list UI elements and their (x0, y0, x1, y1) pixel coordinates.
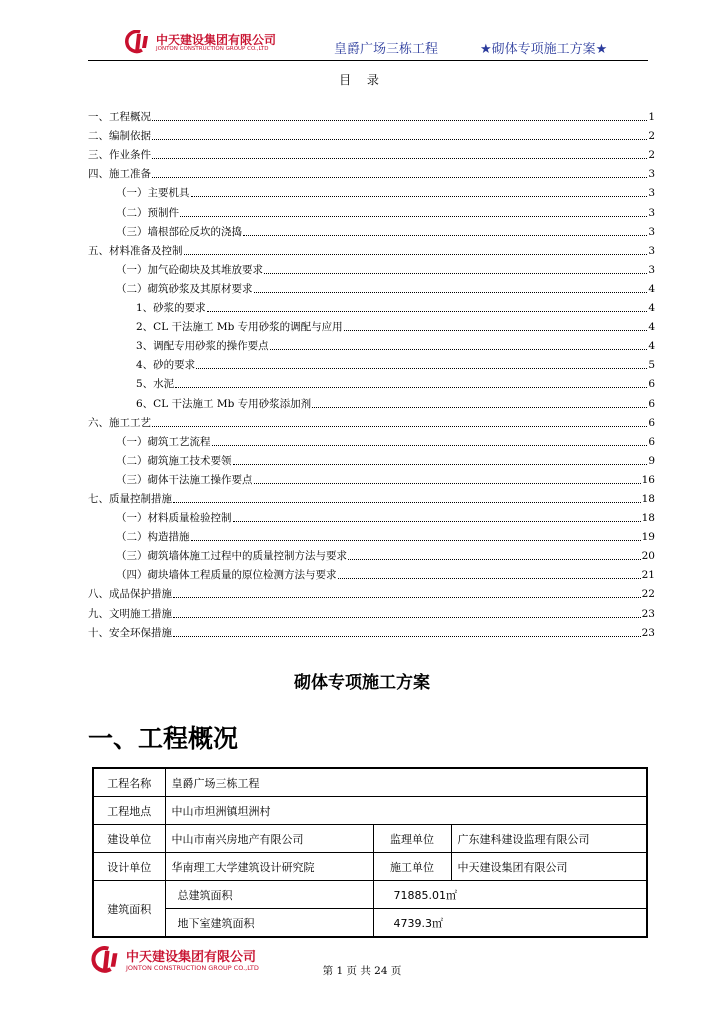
project-name-label: 工程名称 (93, 768, 165, 797)
toc-leader-dots (254, 292, 648, 293)
toc-item[interactable] (88, 448, 655, 467)
toc-leader-dots (196, 368, 647, 369)
toc-item[interactable] (88, 123, 655, 142)
table-row (93, 881, 647, 909)
toc-item-text: （三）砌筑墙体施工过程中的质量控制方法与要求 (116, 550, 347, 563)
section-title: 一、工程概况 (88, 724, 239, 753)
toc-item-text: （二）砌筑砂浆及其原材要求 (116, 282, 253, 295)
toc-item-page: 6 (648, 435, 655, 448)
contractor-label: 施工单位 (373, 853, 451, 881)
page-number: 第 1 页 共 24 页 (322, 965, 402, 977)
designer-value: 华南理工大学建筑设计研究院 (165, 853, 373, 881)
toc-item-text: 四、施工准备 (88, 168, 151, 181)
toc-item-text: （二）构造措施 (116, 531, 190, 544)
toc-item-page: 4 (648, 340, 655, 353)
toc-item[interactable] (88, 543, 655, 562)
toc-leader-dots (312, 407, 647, 408)
toc-item-text: （一）材料质量检验控制 (116, 512, 232, 525)
toc-item[interactable] (88, 276, 655, 295)
toc-leader-dots (264, 273, 647, 274)
company-logo-icon (122, 30, 152, 54)
toc-item-page: 1 (648, 111, 655, 124)
toc-leader-dots (254, 483, 641, 484)
toc-leader-dots (233, 464, 648, 465)
toc-item[interactable] (88, 199, 655, 218)
project-name-value: 皇爵广场三栋工程 (165, 768, 647, 797)
toc-item-page: 23 (641, 607, 655, 620)
builder-label: 建设单位 (93, 825, 165, 853)
toc-item-page: 3 (648, 263, 655, 276)
toc-item-text: 一、工程概况 (88, 111, 151, 124)
toc-item-text: 3、调配专用砂浆的操作要点 (136, 340, 269, 353)
header-project-name: 皇爵广场三栋工程 (334, 42, 439, 57)
toc-item[interactable] (88, 410, 655, 429)
toc-leader-dots (184, 254, 648, 255)
toc-title: 目 录 (339, 73, 385, 87)
toc-item-text: 八、成品保护措施 (88, 588, 172, 601)
toc-item-text: 6、CL 干法施工 Mb 专用砂浆添加剂 (136, 397, 312, 410)
toc-item-text: （一）主要机具 (116, 187, 190, 200)
table-row (93, 853, 647, 881)
toc-item[interactable] (88, 390, 655, 409)
contractor-value: 中天建设集团有限公司 (451, 853, 647, 881)
toc-item-page: 22 (641, 588, 655, 601)
header-logo-cn: 中天建设集团有限公司 (156, 33, 277, 47)
toc-item-page: 6 (648, 397, 655, 410)
toc-item-text: 五、材料准备及控制 (88, 244, 183, 257)
toc-item[interactable] (88, 505, 655, 524)
toc-item-text: （四）砌块墙体工程质量的原位检测方法与要求 (116, 569, 337, 582)
toc-leader-dots (152, 139, 647, 140)
basement-area-label: 地下室建筑面积 (165, 909, 373, 938)
toc-item-text: 九、文明施工措施 (88, 607, 172, 620)
total-area-value: 71885.01㎡ (373, 881, 647, 909)
project-info-table (92, 767, 648, 938)
toc-item[interactable] (88, 429, 655, 448)
toc-item-text: （一）加气砼砌块及其堆放要求 (116, 263, 263, 276)
header-plan-name: ★砌体专项施工方案★ (480, 42, 608, 57)
toc-item-page: 3 (648, 244, 655, 257)
toc-item-page: 2 (648, 149, 655, 162)
toc-leader-dots (191, 196, 648, 197)
toc-item[interactable] (88, 257, 655, 276)
toc-leader-dots (152, 120, 647, 121)
toc-leader-dots (270, 349, 648, 350)
toc-item-text: 七、质量控制措施 (88, 492, 172, 505)
toc-item[interactable] (88, 600, 655, 619)
toc-leader-dots (173, 597, 641, 598)
toc-item-text: 5、水泥 (136, 378, 175, 391)
page-header (88, 28, 648, 61)
toc-leader-dots (173, 502, 641, 503)
toc-item-page: 3 (648, 225, 655, 238)
toc-item[interactable] (88, 562, 655, 581)
toc-item-page: 4 (648, 302, 655, 315)
toc-item-text: 2、CL 干法施工 Mb 专用砂浆的调配与应用 (136, 321, 343, 334)
toc-item-text: 二、编制依据 (88, 130, 151, 143)
toc-item-page: 18 (641, 512, 655, 525)
toc-item-page: 3 (648, 187, 655, 200)
area-label: 建筑面积 (93, 881, 165, 938)
toc-leader-dots (175, 387, 647, 388)
toc-item[interactable] (88, 314, 655, 333)
toc-item-text: （二）预制件 (116, 206, 179, 219)
table-of-contents (88, 104, 655, 639)
toc-item-page: 5 (648, 359, 655, 372)
toc-item-page: 23 (641, 626, 655, 639)
toc-item[interactable] (88, 467, 655, 486)
toc-item-page: 6 (648, 378, 655, 391)
table-row (93, 797, 647, 825)
toc-item-text: 4、砂的要求 (136, 359, 196, 372)
toc-item[interactable] (88, 486, 655, 505)
header-logo (122, 30, 277, 54)
toc-leader-dots (348, 559, 641, 560)
supervisor-label: 监理单位 (373, 825, 451, 853)
toc-item[interactable] (88, 295, 655, 314)
toc-item[interactable] (88, 371, 655, 390)
toc-item-page: 18 (641, 492, 655, 505)
toc-item-text: （三）砌体干法施工操作要点 (116, 473, 253, 486)
toc-item[interactable] (88, 581, 655, 600)
toc-leader-dots (173, 617, 641, 618)
toc-leader-dots (233, 521, 641, 522)
toc-item[interactable] (88, 142, 655, 161)
toc-item-text: （一）砌筑工艺流程 (116, 435, 211, 448)
basement-area-value: 4739.3㎡ (373, 909, 647, 938)
toc-item-text: （二）砌筑施工技术要领 (116, 454, 232, 467)
header-logo-en: JONTON CONSTRUCTION GROUP CO.,LTD (156, 46, 269, 52)
toc-leader-dots (338, 578, 641, 579)
toc-leader-dots (212, 445, 648, 446)
toc-item[interactable] (88, 219, 655, 238)
toc-item-page: 19 (641, 531, 655, 544)
total-area-label: 总建筑面积 (165, 881, 373, 909)
footer-logo-cn: 中天建设集团有限公司 (126, 950, 257, 965)
toc-item[interactable] (88, 620, 655, 639)
document-title: 砌体专项施工方案 (294, 673, 430, 693)
table-row (93, 768, 647, 797)
toc-item-page: 2 (648, 130, 655, 143)
toc-item-page: 4 (648, 282, 655, 295)
toc-item-page: 6 (648, 416, 655, 429)
toc-item[interactable] (88, 333, 655, 352)
toc-item-text: 三、作业条件 (88, 149, 151, 162)
location-value: 中山市坦洲镇坦洲村 (165, 797, 647, 825)
toc-leader-dots (207, 311, 648, 312)
toc-item-page: 9 (648, 454, 655, 467)
toc-leader-dots (152, 177, 647, 178)
toc-item-text: （三）墙根部砼反坎的浇捣 (116, 225, 242, 238)
toc-item-text: 六、施工工艺 (88, 416, 151, 429)
toc-item-page: 20 (641, 550, 655, 563)
toc-item[interactable] (88, 180, 655, 199)
table-row (93, 909, 647, 938)
footer-logo-en: JONTON CONSTRUCTION GROUP CO.,LTD (126, 964, 259, 972)
toc-item-page: 4 (648, 321, 655, 334)
toc-item-page: 21 (641, 569, 655, 582)
toc-item[interactable] (88, 524, 655, 543)
toc-item-text: 1、砂浆的要求 (136, 302, 206, 315)
toc-item[interactable] (88, 161, 655, 180)
toc-leader-dots (344, 330, 648, 331)
toc-leader-dots (152, 158, 647, 159)
supervisor-value: 广东建科建设监理有限公司 (451, 825, 647, 853)
toc-leader-dots (180, 216, 647, 217)
table-row (93, 825, 647, 853)
toc-item-page: 3 (648, 168, 655, 181)
toc-item-page: 16 (641, 473, 655, 486)
toc-item[interactable] (88, 352, 655, 371)
toc-item[interactable] (88, 238, 655, 257)
toc-item[interactable] (88, 104, 655, 123)
toc-item-page: 3 (648, 206, 655, 219)
toc-leader-dots (152, 426, 647, 427)
location-label: 工程地点 (93, 797, 165, 825)
designer-label: 设计单位 (93, 853, 165, 881)
toc-leader-dots (173, 636, 641, 637)
toc-leader-dots (243, 235, 647, 236)
toc-item-text: 十、安全环保措施 (88, 626, 172, 639)
builder-value: 中山市南兴房地产有限公司 (165, 825, 373, 853)
toc-leader-dots (191, 540, 641, 541)
